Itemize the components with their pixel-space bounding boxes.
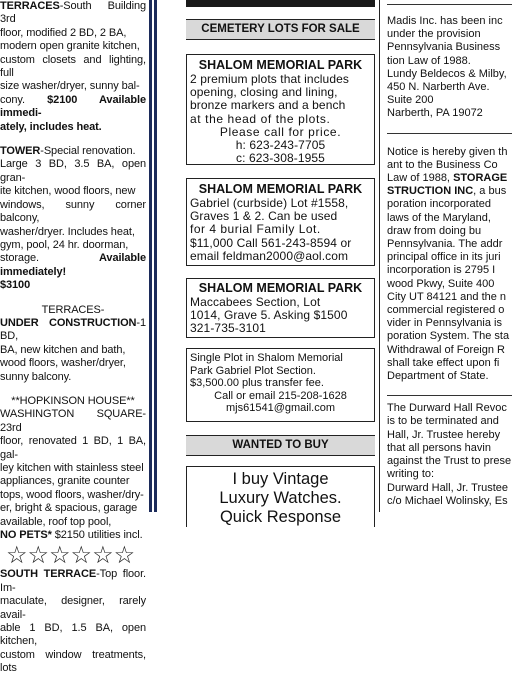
listing-line: BA, new kitchen and bath, [0,343,126,356]
ad-box-1 [186,54,375,165]
ad-phone: h: 623-243-7705 [235,138,326,153]
listing-line: cony. $2100 Available immedi- [0,93,146,120]
ad-text: bronze markers and a bench [190,98,346,113]
notice-line: Pennsylvania Business [387,41,501,54]
listing-line: ately, includes heat. [0,120,102,133]
ad-text: Luxury Watches. [219,489,342,507]
notice-line: writing to: [387,468,435,481]
listing-line: wood floors, washer/dryer, [0,357,126,370]
ad-text: Gabriel (curbside) Lot #1558, [190,196,349,210]
listing-line: WASHINGTON SQUARE- 23rd [0,408,146,434]
listing-line: sunny balcony. [0,370,72,383]
notice-line: Lundy Beldecos & Milby, [387,67,507,80]
notice-line: poration System. The sta [387,330,510,343]
listing-line: tops, wood floors, washer/dry- [0,488,144,501]
classifieds-column [186,0,375,526]
ad-text: Graves 1 & 2. Can be used [190,209,338,224]
notice-line: 450 N. Narberth Ave. [387,81,490,94]
notice-line: Department of State. [387,370,489,383]
ad-phone: c: 623-308-1955 [236,151,325,166]
column-divider [379,0,380,512]
section-bar [186,0,375,7]
listing-line: gym, pool, 24 hr. doorman, [0,238,129,251]
notice-line: draw from doing bu [387,224,482,237]
ad-text: $3,500.00 plus transfer fee. [190,377,324,389]
listing-line: washer/dryer. Includes heat, [0,225,135,238]
listing-line: floor, renovated 1 BD, 1 BA, gal- [0,435,146,461]
ad-title: SHALOM MEMORIAL PARK [198,281,363,295]
ad-box-5 [186,466,375,527]
ad-text: Single Plot in Shalom Memorial [190,352,343,364]
notice-divider [387,4,512,9]
ad-email: email feldman2000@aol.com [190,248,349,263]
notice-line: Withdrawal of Foreign R [387,343,505,356]
ad-phone: 321-735-3101 [190,321,266,336]
ad-title: SHALOM MEMORIAL PARK [198,182,363,196]
listing-heading: TERRACES- [41,303,105,316]
notice-line: Law of 1988, STORAGE [387,172,508,185]
notice-line: that all persons havin [387,441,491,454]
legal-notices-column [387,0,512,512]
ad-text: for 4 burial Family Lot. [190,222,321,237]
ad-text: 2 premium plots that includes [190,72,349,86]
listing-line: TOWER-Special renovation. [0,145,136,158]
listing-line: windows, sunny corner balcony, [0,198,146,225]
ad-text: at the head of the plots. [190,111,331,126]
ad-box-2 [186,178,375,266]
notice-line: Madis Inc. has been inc [387,15,503,27]
notice-line: Pennsylvania. The addr [387,238,503,251]
notice-line: against the Trust to prese [387,455,512,468]
notice-line: STRUCTION INC, a bus [387,185,507,198]
notice-line: under the provision [387,28,481,41]
listing-line: UNDER CONSTRUCTION-1 BD, [0,316,146,343]
listing-line: size washer/dryer, sunny bal- [0,80,140,93]
ad-phone: Call or email 215-208-1628 [214,389,347,402]
ad-email: mjs61541@gmail.com [226,402,335,414]
listing-line: NO PETS* $2150 utilities incl. [0,529,143,542]
listing-line: floor, modified 2 BD, 2 BA, [0,26,127,39]
notice-line: is to be terminated and [387,415,499,428]
listing-line: appliances, granite counter [0,475,130,488]
ad-text: 1014, Grave 5. Asking $1500 [190,308,348,323]
listing-line: storage. Available immediately! [0,252,146,278]
ad-text: opening, closing and lining, [190,85,338,100]
listing-line: able 1 BD, 1.5 BA, open kitchen, [0,622,146,648]
notice-divider [387,395,512,396]
section-header-cemetery: CEMETERY LOTS FOR SALE [186,19,375,40]
notice-line: Suite 200 [387,94,434,107]
notice-line: shall take effect upon fi [387,356,500,369]
ad-box-3 [186,278,375,338]
ad-box-4 [186,348,375,422]
section-header-wanted: WANTED TO BUY [186,435,375,456]
listing-line: $3100 [0,279,31,292]
notice-divider [387,133,512,134]
column-divider [154,0,157,512]
notice-line: tion Law of 1988. [387,54,471,67]
notice-line: laws of the Maryland, [387,211,491,224]
notice-line: The Durward Hall Revoc [387,402,507,415]
ad-text: Park Gabriel Plot Section. [190,364,316,377]
listing-heading: **HOPKINSON HOUSE** [11,394,135,407]
listing-line: modern open granite kitchen, [0,40,140,53]
ad-title: SHALOM MEMORIAL PARK [198,58,363,72]
listing-line: Large 3 BD, 3.5 BA, open gran- [0,158,146,184]
notice-line: wood Pkwy, Suite 400 [387,277,495,290]
notice-line: Narberth, PA 19072 [387,107,483,120]
listing-line: maculate, designer, rarely avail- [0,595,146,621]
notice-line: vider in Pennsylvania is [387,317,502,330]
ad-text: $11,000 Call 561-243-8594 or [190,235,352,250]
notice-line: Durward Hall, Jr. Trustee [387,481,509,494]
notice-line: principal office in its juri [387,251,501,264]
listing-line: available, roof top pool, [0,515,112,528]
listing-line: er, bright & spacious, garage [0,502,138,515]
notice-line: ant to the Business Co [387,158,498,171]
listing-line: SOUTH TERRACE-Top floor. Im- [0,568,146,594]
real-estate-column [0,0,146,675]
notice-line: commercial registered o [387,304,505,317]
listing-line: custom closets and lighting, full [0,53,146,80]
notice-line: City UT 84121 and the n [387,290,507,303]
column-divider [149,0,152,512]
notice-line: c/o Michael Wolinsky, Es [387,494,508,507]
listing-line: ite kitchen, wood floors, new [0,185,136,198]
listing-line: custom window treatments, lots [0,648,146,675]
notice-line: Notice is hereby given th [387,145,508,158]
ad-text: Maccabees Section, Lot [190,295,321,309]
ad-text: I buy Vintage [232,470,329,488]
listing-line: ley kitchen with stainless steel [0,462,144,474]
ad-text: Quick Response [219,508,342,526]
notice-line: Hall, Jr. Trustee hereby [387,428,501,441]
listing-line: TERRACES-South Building 3rd [0,0,146,26]
star-divider-icon: ☆☆☆☆☆☆ [6,542,136,570]
notice-line: incorporation is 2795 I [387,264,496,277]
notice-line: poration incorporated [387,198,491,211]
ad-text: Please call for price. [219,124,342,139]
